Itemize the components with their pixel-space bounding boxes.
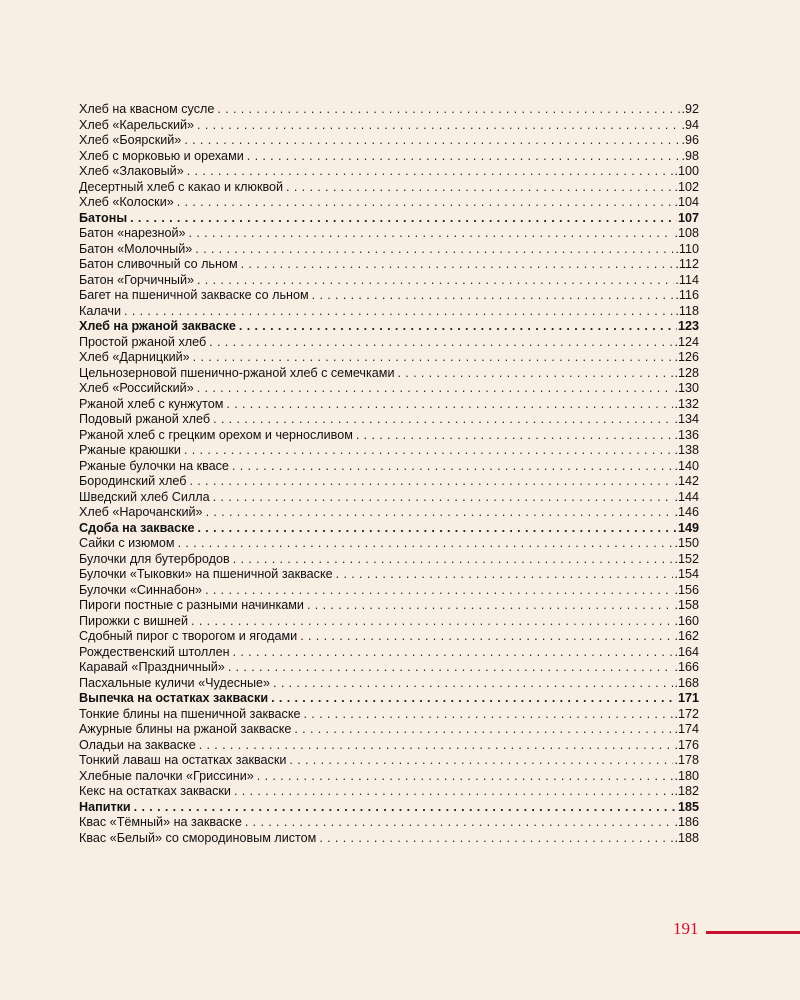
toc-dot-leader	[303, 707, 673, 723]
toc-entry-page: .174	[674, 722, 699, 736]
toc-entry-page: .98	[681, 148, 699, 163]
toc-entry-page: .180	[674, 768, 699, 783]
toc-entry-page: .128	[674, 365, 699, 380]
toc-entry-title: Хлеб «Дарницкий»	[79, 350, 190, 364]
toc-dot-leader	[286, 180, 673, 196]
toc-entry-title: Десертный хлеб с какао и клюквой	[79, 179, 284, 194]
toc-dot-leader	[205, 583, 673, 599]
toc-entry	[79, 335, 699, 351]
toc-entry	[79, 722, 699, 738]
toc-entry	[79, 676, 699, 692]
toc-entry-title: Батон сливочный со льном	[79, 257, 238, 271]
toc-dot-leader	[226, 397, 673, 413]
toc-dot-leader	[199, 738, 674, 754]
toc-entry-title: Батон «Молочный»	[79, 241, 193, 256]
toc-entry	[79, 536, 699, 552]
toc-section-heading	[79, 211, 699, 227]
toc-entry-title: Хлеб с морковью и орехами	[79, 148, 244, 163]
toc-dot-leader	[247, 149, 681, 165]
toc-entry-page: .150	[674, 536, 699, 550]
toc-entry	[79, 226, 699, 242]
toc-entry-page: .166	[674, 660, 699, 674]
toc-entry-page: .160	[674, 613, 699, 628]
toc-dot-leader	[228, 660, 674, 676]
toc-entry	[79, 288, 699, 304]
toc-entry-title: Хлебные палочки «Гриссини»	[79, 768, 254, 783]
toc-entry-page: .134	[674, 412, 699, 426]
toc-dot-leader	[273, 676, 673, 692]
toc-section-heading	[79, 521, 699, 537]
toc-entry-page: .188	[674, 830, 699, 845]
toc-entry	[79, 831, 699, 847]
toc-entry-page: .154	[674, 567, 699, 581]
toc-dot-leader	[217, 102, 680, 118]
toc-entry	[79, 412, 699, 428]
toc-entry	[79, 242, 699, 258]
toc-dot-leader	[312, 288, 675, 304]
toc-dot-leader	[195, 242, 674, 258]
toc-entry	[79, 102, 699, 118]
toc-entry-title: Ажурные блины на ржаной закваске	[79, 722, 292, 736]
toc-entry-title: Подовый ржаной хлеб	[79, 412, 211, 426]
toc-entry-title: Сдоба на закваске	[79, 520, 195, 535]
toc-entry-page: .176	[674, 737, 699, 752]
toc-dot-leader	[271, 691, 677, 707]
toc-entry	[79, 149, 699, 165]
toc-entry	[79, 164, 699, 180]
toc-entry	[79, 707, 699, 723]
toc-section-heading	[79, 691, 699, 707]
toc-entry-title: Сайки с изюмом	[79, 536, 175, 550]
toc-entry	[79, 583, 699, 599]
toc-entry-title: Ржаные булочки на квасе	[79, 458, 229, 473]
toc-entry	[79, 490, 699, 506]
toc-entry	[79, 273, 699, 289]
toc-entry-page: .146	[674, 505, 699, 519]
toc-entry-page: .162	[674, 629, 699, 643]
toc-dot-leader	[289, 753, 673, 769]
toc-dot-leader	[239, 319, 677, 335]
toc-entry-page: .124	[674, 334, 699, 349]
toc-entry-page: .168	[674, 675, 699, 690]
toc-entry-page: .114	[675, 272, 699, 287]
toc-entry-title: Напитки	[79, 799, 131, 814]
toc-dot-leader	[213, 412, 673, 428]
toc-entry	[79, 180, 699, 196]
toc-entry-title: Бородинский хлеб	[79, 474, 187, 488]
toc-entry-title: Оладьи на закваске	[79, 737, 196, 752]
toc-dot-leader	[187, 164, 674, 180]
toc-entry-page: .152	[674, 551, 699, 566]
toc-entry-page: .136	[674, 427, 699, 442]
toc-entry-page: .112	[675, 257, 699, 271]
toc-entry	[79, 133, 699, 149]
toc-entry-page: .104	[674, 195, 699, 209]
toc-entry-title: Ржаные краюшки	[79, 443, 181, 457]
toc-entry-title: Простой ржаной хлеб	[79, 334, 207, 349]
toc-dot-leader	[213, 490, 674, 506]
toc-entry-title: Булочки для бутербродов	[79, 551, 230, 566]
toc-entry	[79, 784, 699, 800]
toc-entry-page: 107	[677, 210, 699, 225]
toc-dot-leader	[319, 831, 673, 847]
toc-entry	[79, 195, 699, 211]
toc-entry-page: .116	[675, 288, 699, 302]
toc-entry-page: .138	[674, 443, 699, 457]
toc-dot-leader	[300, 629, 673, 645]
toc-entry	[79, 474, 699, 490]
toc-dot-leader	[193, 350, 674, 366]
toc-entry	[79, 552, 699, 568]
toc-entry-title: Пирожки с вишней	[79, 613, 189, 628]
toc-dot-leader	[294, 722, 673, 738]
toc-dot-leader	[233, 645, 674, 661]
toc-entry-page: .164	[674, 644, 699, 659]
toc-entry-page: .158	[674, 598, 699, 612]
toc-entry	[79, 505, 699, 521]
toc-entry-page: .172	[674, 706, 699, 721]
toc-entry-page: 185	[677, 799, 699, 814]
toc-dot-leader	[189, 474, 673, 490]
toc-entry-title: Ржаной хлеб с грецким орехом и черносливом	[79, 427, 353, 442]
toc-entry	[79, 257, 699, 273]
toc-entry-title: Булочки «Тыковки» на пшеничной закваске	[79, 567, 333, 581]
toc-entry-page: .186	[674, 815, 699, 829]
toc-dot-leader	[234, 784, 674, 800]
toc-entry	[79, 753, 699, 769]
toc-entry-title: Кекс на остатках закваски	[79, 784, 231, 798]
toc-entry-title: Ржаной хлеб с кунжутом	[79, 396, 224, 411]
toc-dot-leader	[245, 815, 674, 831]
toc-dot-leader	[178, 536, 674, 552]
toc-entry-page: .102	[674, 179, 699, 194]
toc-entry	[79, 738, 699, 754]
toc-entry	[79, 614, 699, 630]
toc-entry-title: Хлеб «Нарочанский»	[79, 505, 203, 519]
toc-entry-title: Батоны	[79, 210, 128, 225]
toc-entry-title: Батон «Горчичный»	[79, 272, 194, 287]
toc-entry-page: 123	[677, 319, 699, 333]
toc-dot-leader	[336, 567, 674, 583]
toc-entry-page: .144	[674, 489, 699, 504]
toc-entry-title: Батон «нарезной»	[79, 226, 186, 240]
toc-entry-page: 149	[677, 520, 699, 535]
toc-entry-title: Пироги постные с разными начинками	[79, 598, 304, 612]
toc-entry-title: Сдобный пирог с творогом и ягодами	[79, 629, 298, 643]
toc-dot-leader	[197, 521, 677, 537]
toc-entry-page: .126	[674, 350, 699, 364]
toc-entry-title: Хлеб «Российский»	[79, 381, 194, 395]
toc-dot-leader	[189, 226, 674, 242]
table-of-contents	[79, 102, 699, 846]
toc-dot-leader	[233, 552, 674, 568]
toc-entry	[79, 381, 699, 397]
toc-entry-page: .94	[681, 117, 699, 132]
toc-entry-page: .132	[674, 396, 699, 411]
toc-entry-title: Выпечка на остатках закваски	[79, 691, 269, 705]
toc-entry-page: .108	[674, 226, 699, 240]
toc-dot-leader	[241, 257, 675, 273]
toc-dot-leader	[184, 133, 680, 149]
toc-entry-title: Пасхальные куличи «Чудесные»	[79, 675, 271, 690]
toc-entry-page: .110	[675, 241, 699, 256]
toc-dot-leader	[184, 443, 674, 459]
toc-dot-leader	[232, 459, 674, 475]
toc-entry-page: .96	[681, 133, 699, 147]
toc-entry	[79, 815, 699, 831]
toc-entry-title: Каравай «Праздничный»	[79, 660, 225, 674]
toc-dot-leader	[197, 381, 674, 397]
toc-entry-title: Тонкие блины на пшеничной закваске	[79, 706, 301, 721]
toc-entry-title: Хлеб на ржаной закваске	[79, 319, 236, 333]
toc-entry-title: Цельнозерновой пшенично-ржаной хлеб с семечками	[79, 365, 395, 380]
toc-dot-leader	[134, 800, 677, 816]
toc-entry-title: Хлеб на квасном сусле	[79, 102, 215, 116]
toc-dot-leader	[356, 428, 674, 444]
toc-entry-page: .156	[674, 582, 699, 597]
toc-entry	[79, 304, 699, 320]
toc-section-heading	[79, 319, 699, 335]
page-number: 191	[673, 919, 699, 938]
toc-entry	[79, 769, 699, 785]
toc-entry-page: .100	[674, 164, 699, 178]
toc-entry	[79, 660, 699, 676]
toc-entry-page: .92	[681, 102, 699, 116]
toc-entry-page: .130	[674, 381, 699, 395]
toc-entry-title: Рождественский штоллен	[79, 644, 230, 659]
toc-entry-title: Хлеб «Колоски»	[79, 195, 174, 209]
toc-entry-title: Хлеб «Злаковый»	[79, 164, 184, 178]
toc-entry-page: .182	[674, 784, 699, 798]
toc-entry-title: Калачи	[79, 303, 122, 318]
toc-entry	[79, 443, 699, 459]
toc-entry-title: Квас «Белый» со смородиновым листом	[79, 830, 317, 845]
toc-dot-leader	[177, 195, 674, 211]
page-number-rule	[706, 931, 800, 934]
toc-entry-page: .178	[674, 753, 699, 767]
toc-entry-title: Тонкий лаваш на остатках закваски	[79, 753, 287, 767]
toc-entry	[79, 366, 699, 382]
toc-dot-leader	[191, 614, 673, 630]
toc-dot-leader	[397, 366, 673, 382]
toc-entry-title: Хлеб «Боярский»	[79, 133, 182, 147]
toc-entry	[79, 567, 699, 583]
toc-entry-title: Квас «Тёмный» на закваске	[79, 815, 242, 829]
toc-entry-page: .142	[674, 474, 699, 488]
toc-entry	[79, 428, 699, 444]
toc-dot-leader	[257, 769, 674, 785]
toc-entry-title: Шведский хлеб Силла	[79, 489, 210, 504]
toc-dot-leader	[206, 505, 674, 521]
toc-entry	[79, 598, 699, 614]
toc-dot-leader	[124, 304, 674, 320]
toc-entry-page: .118	[675, 303, 699, 318]
toc-entry	[79, 118, 699, 134]
toc-section-heading	[79, 800, 699, 816]
toc-entry-page: .140	[674, 458, 699, 473]
toc-entry-title: Хлеб «Карельский»	[79, 117, 195, 132]
toc-dot-leader	[197, 273, 674, 289]
toc-dot-leader	[130, 211, 677, 227]
toc-entry-title: Булочки «Синнабон»	[79, 582, 203, 597]
toc-entry	[79, 645, 699, 661]
toc-dot-leader	[307, 598, 674, 614]
toc-entry	[79, 350, 699, 366]
toc-entry-title: Багет на пшеничной закваске со льном	[79, 288, 309, 302]
toc-entry	[79, 459, 699, 475]
toc-entry	[79, 629, 699, 645]
toc-entry-page: 171	[677, 691, 699, 705]
toc-entry	[79, 397, 699, 413]
toc-dot-leader	[197, 118, 680, 134]
toc-dot-leader	[209, 335, 673, 351]
